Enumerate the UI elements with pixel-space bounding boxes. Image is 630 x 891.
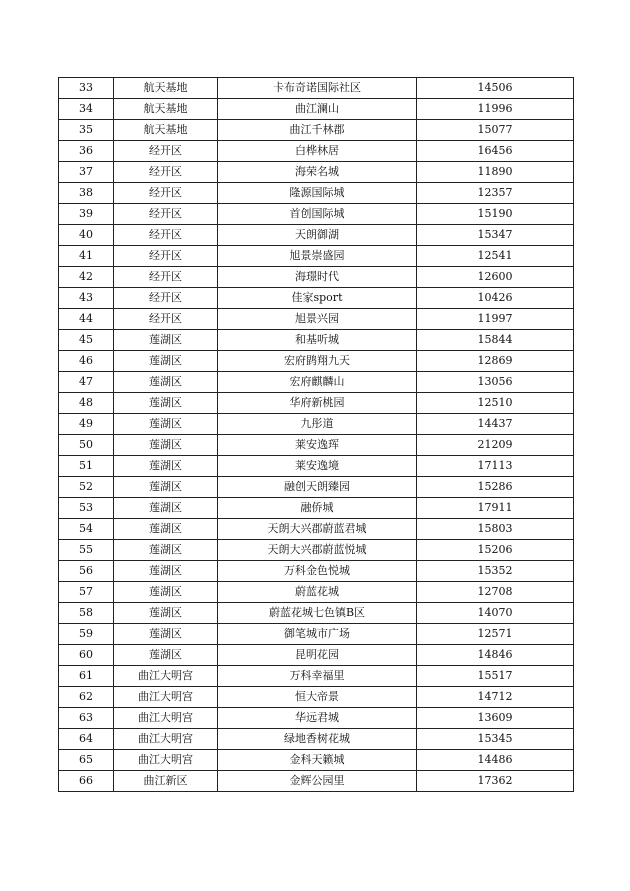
price-cell: 15352: [417, 561, 574, 582]
table-row: [59, 309, 574, 330]
table-row: [59, 624, 574, 645]
table-row: [59, 750, 574, 771]
district-cell: 莲湖区: [114, 351, 218, 372]
price-cell: 15844: [417, 330, 574, 351]
row-number-cell: 59: [59, 624, 114, 645]
row-number-cell: 64: [59, 729, 114, 750]
community-name-cell: 天朗御湖: [218, 225, 417, 246]
price-cell: 13056: [417, 372, 574, 393]
row-number-cell: 54: [59, 519, 114, 540]
community-name-cell: 绿地香树花城: [218, 729, 417, 750]
community-name-cell: 和基听城: [218, 330, 417, 351]
price-cell: 14070: [417, 603, 574, 624]
district-cell: 莲湖区: [114, 330, 218, 351]
district-cell: 经开区: [114, 183, 218, 204]
table-row: [59, 99, 574, 120]
community-name-cell: 融创天朗臻园: [218, 477, 417, 498]
row-number-cell: 56: [59, 561, 114, 582]
district-cell: 航天基地: [114, 99, 218, 120]
table-row: [59, 771, 574, 792]
table-row: [59, 414, 574, 435]
community-name-cell: 曲江千林郡: [218, 120, 417, 141]
district-cell: 经开区: [114, 225, 218, 246]
community-name-cell: 华府新桃园: [218, 393, 417, 414]
community-name-cell: 佳家sport: [218, 288, 417, 309]
table-row: [59, 708, 574, 729]
row-number-cell: 57: [59, 582, 114, 603]
table-row: [59, 351, 574, 372]
price-cell: 14486: [417, 750, 574, 771]
row-number-cell: 33: [59, 78, 114, 99]
community-name-cell: 隆源国际城: [218, 183, 417, 204]
price-cell: 12357: [417, 183, 574, 204]
district-cell: 经开区: [114, 162, 218, 183]
community-name-cell: 万科金色悦城: [218, 561, 417, 582]
community-name-cell: 白桦林居: [218, 141, 417, 162]
price-cell: 15347: [417, 225, 574, 246]
table-row: [59, 582, 574, 603]
row-number-cell: 55: [59, 540, 114, 561]
district-cell: 经开区: [114, 204, 218, 225]
community-name-cell: 御笔城市广场: [218, 624, 417, 645]
price-cell: 12708: [417, 582, 574, 603]
district-cell: 莲湖区: [114, 519, 218, 540]
table-row: [59, 204, 574, 225]
district-cell: 经开区: [114, 288, 218, 309]
community-name-cell: 莱安逸珲: [218, 435, 417, 456]
table-row: [59, 435, 574, 456]
district-cell: 航天基地: [114, 120, 218, 141]
price-cell: 15345: [417, 729, 574, 750]
district-cell: 莲湖区: [114, 645, 218, 666]
district-cell: 莲湖区: [114, 624, 218, 645]
price-cell: 17113: [417, 456, 574, 477]
price-cell: 12541: [417, 246, 574, 267]
community-name-cell: 莱安逸境: [218, 456, 417, 477]
price-cell: 15077: [417, 120, 574, 141]
district-cell: 莲湖区: [114, 603, 218, 624]
table-row: [59, 267, 574, 288]
table-row: [59, 498, 574, 519]
community-name-cell: 华远君城: [218, 708, 417, 729]
community-name-cell: 海荣名城: [218, 162, 417, 183]
district-cell: 经开区: [114, 267, 218, 288]
community-name-cell: 蔚蓝花城: [218, 582, 417, 603]
row-number-cell: 42: [59, 267, 114, 288]
table-row: [59, 561, 574, 582]
district-cell: 经开区: [114, 246, 218, 267]
district-cell: 莲湖区: [114, 540, 218, 561]
community-name-cell: 卡布奇诺国际社区: [218, 78, 417, 99]
row-number-cell: 51: [59, 456, 114, 477]
table-row: [59, 729, 574, 750]
table-row: [59, 183, 574, 204]
community-name-cell: 宏府麒麟山: [218, 372, 417, 393]
district-cell: 经开区: [114, 309, 218, 330]
community-name-cell: 海璟时代: [218, 267, 417, 288]
table-row: [59, 330, 574, 351]
row-number-cell: 35: [59, 120, 114, 141]
community-name-cell: 融侨城: [218, 498, 417, 519]
district-cell: 莲湖区: [114, 435, 218, 456]
table-row: [59, 666, 574, 687]
table-row: [59, 246, 574, 267]
row-number-cell: 36: [59, 141, 114, 162]
table-row: [59, 687, 574, 708]
price-cell: 11996: [417, 99, 574, 120]
community-name-cell: 旭景兴园: [218, 309, 417, 330]
row-number-cell: 47: [59, 372, 114, 393]
district-cell: 曲江大明宫: [114, 708, 218, 729]
row-number-cell: 46: [59, 351, 114, 372]
district-cell: 莲湖区: [114, 477, 218, 498]
community-name-cell: 九彤道: [218, 414, 417, 435]
community-name-cell: 天朗大兴郡蔚蓝君城: [218, 519, 417, 540]
price-cell: 12510: [417, 393, 574, 414]
district-cell: 曲江新区: [114, 771, 218, 792]
table-row: [59, 519, 574, 540]
table-row: [59, 120, 574, 141]
table-row: [59, 162, 574, 183]
row-number-cell: 61: [59, 666, 114, 687]
district-cell: 莲湖区: [114, 582, 218, 603]
community-name-cell: 昆明花园: [218, 645, 417, 666]
community-name-cell: 恒大帝景: [218, 687, 417, 708]
table-row: [59, 372, 574, 393]
community-name-cell: 首创国际城: [218, 204, 417, 225]
price-cell: 12869: [417, 351, 574, 372]
row-number-cell: 65: [59, 750, 114, 771]
row-number-cell: 66: [59, 771, 114, 792]
price-cell: 11997: [417, 309, 574, 330]
district-cell: 莲湖区: [114, 498, 218, 519]
table-row: [59, 393, 574, 414]
price-cell: 14846: [417, 645, 574, 666]
table-row: [59, 225, 574, 246]
district-cell: 莲湖区: [114, 414, 218, 435]
row-number-cell: 48: [59, 393, 114, 414]
row-number-cell: 41: [59, 246, 114, 267]
row-number-cell: 58: [59, 603, 114, 624]
row-number-cell: 45: [59, 330, 114, 351]
price-cell: 14712: [417, 687, 574, 708]
table-row: [59, 603, 574, 624]
district-cell: 莲湖区: [114, 456, 218, 477]
table-row: [59, 645, 574, 666]
row-number-cell: 38: [59, 183, 114, 204]
row-number-cell: 39: [59, 204, 114, 225]
row-number-cell: 37: [59, 162, 114, 183]
price-cell: 12600: [417, 267, 574, 288]
row-number-cell: 50: [59, 435, 114, 456]
price-cell: 15286: [417, 477, 574, 498]
row-number-cell: 52: [59, 477, 114, 498]
district-cell: 经开区: [114, 141, 218, 162]
district-cell: 莲湖区: [114, 561, 218, 582]
district-cell: 莲湖区: [114, 393, 218, 414]
community-name-cell: 宏府鹍翔九天: [218, 351, 417, 372]
district-cell: 航天基地: [114, 78, 218, 99]
community-name-cell: 曲江澜山: [218, 99, 417, 120]
row-number-cell: 44: [59, 309, 114, 330]
row-number-cell: 43: [59, 288, 114, 309]
community-name-cell: 蔚蓝花城七色镇B区: [218, 603, 417, 624]
price-cell: 15803: [417, 519, 574, 540]
row-number-cell: 40: [59, 225, 114, 246]
community-name-cell: 天朗大兴郡蔚蓝悦城: [218, 540, 417, 561]
row-number-cell: 34: [59, 99, 114, 120]
row-number-cell: 63: [59, 708, 114, 729]
price-cell: 15190: [417, 204, 574, 225]
price-cell: 11890: [417, 162, 574, 183]
district-cell: 莲湖区: [114, 372, 218, 393]
district-cell: 曲江大明宫: [114, 750, 218, 771]
price-table: [58, 77, 574, 792]
price-cell: 17911: [417, 498, 574, 519]
district-cell: 曲江大明宫: [114, 729, 218, 750]
row-number-cell: 60: [59, 645, 114, 666]
price-cell: 15517: [417, 666, 574, 687]
row-number-cell: 49: [59, 414, 114, 435]
row-number-cell: 53: [59, 498, 114, 519]
price-cell: 12571: [417, 624, 574, 645]
table-row: [59, 78, 574, 99]
table-row: [59, 456, 574, 477]
district-cell: 曲江大明宫: [114, 687, 218, 708]
community-name-cell: 万科幸福里: [218, 666, 417, 687]
price-cell: 16456: [417, 141, 574, 162]
price-cell: 10426: [417, 288, 574, 309]
price-cell: 15206: [417, 540, 574, 561]
row-number-cell: 62: [59, 687, 114, 708]
price-cell: 14437: [417, 414, 574, 435]
community-name-cell: 金辉公园里: [218, 771, 417, 792]
price-cell: 13609: [417, 708, 574, 729]
district-cell: 曲江大明宫: [114, 666, 218, 687]
community-name-cell: 旭景崇盛园: [218, 246, 417, 267]
price-cell: 21209: [417, 435, 574, 456]
table-row: [59, 288, 574, 309]
table-row: [59, 141, 574, 162]
price-cell: 14506: [417, 78, 574, 99]
table-row: [59, 477, 574, 498]
table-body: [59, 78, 574, 792]
price-cell: 17362: [417, 771, 574, 792]
community-name-cell: 金科天籁城: [218, 750, 417, 771]
table-row: [59, 540, 574, 561]
